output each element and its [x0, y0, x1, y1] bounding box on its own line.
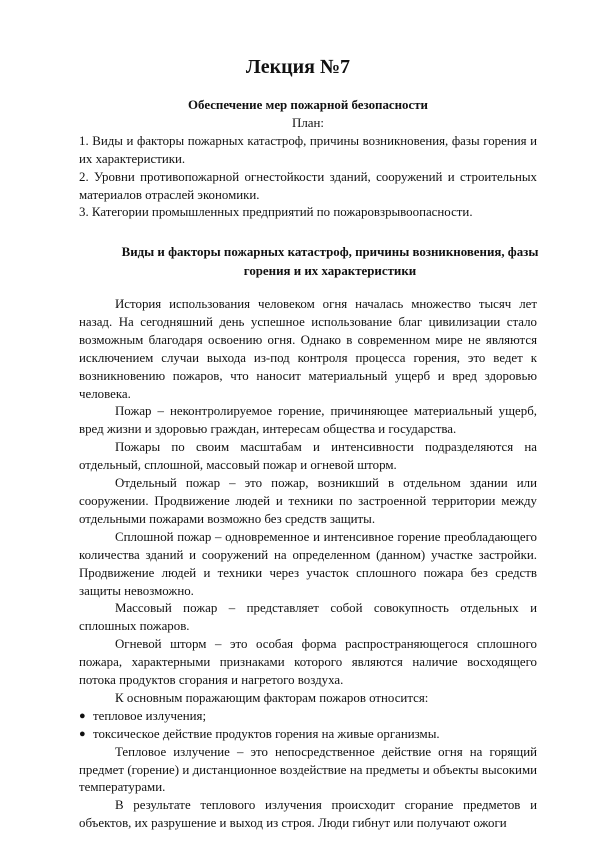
- paragraph: В результате теплового излучения происходит сгорание предметов и объектов, их разрушение и выход из строя. Люди гибнут или получают ожоги: [79, 798, 537, 831]
- paragraph: Тепловое излучение – это непосредственное действие огня на горящий предмет (горение) и дистанционное воздействие на предметы и объекты высокими температурами.: [79, 744, 537, 795]
- section-body: [79, 296, 537, 833]
- lecture-title: Лекция №7: [245, 56, 351, 78]
- paragraph: Массовый пожар – представляет собой совокупность отдельных и сплошных пожаров.: [79, 601, 537, 634]
- list-item: [79, 726, 537, 744]
- list-item: [79, 708, 537, 726]
- factors-list: [79, 708, 537, 744]
- paragraph: История использования человеком огня началась множество тысяч лет назад. На сегодняшний день успешное использование благ цивилизации стало возможным благодаря освоению огня. Однако в современном мире не являются исключением случаи выхода из-под контроля процесса горения, это ведет к возникновению пожаров, что наносит материальный ущерб и вред здоровью человека.: [79, 297, 537, 401]
- paragraph: Пожары по своим масштабам и интенсивности подразделяются на отдельный, сплошной, массовый пожар и огневой шторм.: [79, 440, 537, 473]
- paragraph: К основным поражающим факторам пожаров относится:: [115, 690, 429, 705]
- bullet-icon: ●: [79, 727, 86, 740]
- paragraph: Пожар – неконтролируемое горение, причиняющее материальный ущерб, вред жизни и здоровью граждан, интересам общества и государства.: [79, 404, 537, 437]
- plan-item: 3. Категории промышленных предприятий по пожаровзрывоопасности.: [79, 205, 473, 220]
- bullet-icon: ●: [79, 709, 86, 722]
- section-title: Виды и факторы пожарных катастроф, причины возникновения, фазы горения и их характеристики: [121, 245, 539, 278]
- paragraph: Сплошной пожар – одновременное и интенсивное горение преобладающего количества зданий и сооружений на определенном (данном) участке застройки. Продвижение людей и техники через участок сплошного пожара без средств защиты невозможно.: [79, 529, 537, 598]
- paragraph: Огневой шторм – это особая форма распространяющегося сплошного пожара, характерными признаками которого являются наличие восходящего потока продуктов сгорания и нагретого воздуха.: [79, 637, 537, 688]
- plan-item: 2. Уровни противопожарной огнестойкости зданий, сооружений и строительных материалов отраслей экономики.: [79, 169, 537, 202]
- list-item-text: тепловое излучения;: [93, 708, 207, 723]
- paragraph: Отдельный пожар – это пожар, возникший в отдельном здании или сооружении. Продвижение людей и техники по застроенной территории между отдельными пожарами возможно без средств защиты.: [79, 476, 537, 526]
- list-item-text: токсическое действие продуктов горения на живые организмы.: [93, 726, 440, 741]
- plan-item: 1. Виды и факторы пожарных катастроф, причины возникновения, фазы горения и их характеристики.: [79, 133, 537, 166]
- plan-block: [79, 97, 537, 222]
- lecture-subtitle: Обеспечение мер пожарной безопасности: [188, 98, 428, 112]
- plan-label: План:: [292, 115, 324, 130]
